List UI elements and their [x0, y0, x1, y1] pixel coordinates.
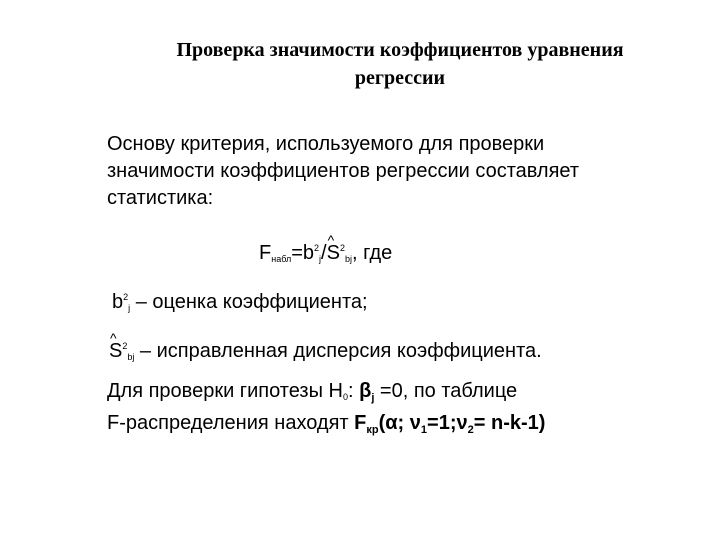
- formula-b-subscript: j: [319, 254, 322, 264]
- critical-mid: =1;ν: [427, 412, 468, 434]
- nu2-subscript: 2: [467, 424, 474, 436]
- hypothesis-text-b: =0, по таблице: [374, 380, 518, 402]
- formula-s-subscript: bj: [344, 254, 352, 264]
- hypothesis-beta-subscript: j: [371, 392, 375, 404]
- formula-b-superscript: 2: [314, 243, 320, 253]
- formula-s-hat: ^ S: [327, 241, 340, 265]
- intro-line-1: Основу критерия, используемого для проверки: [107, 133, 545, 155]
- hypothesis-line-1: [107, 379, 517, 410]
- def-b-symbol: b: [112, 291, 124, 313]
- hypothesis-beta: β: [359, 380, 372, 402]
- hypothesis-line2-text: F-распределения находят: [107, 412, 355, 434]
- hypothesis-line-2: [107, 411, 545, 442]
- critical-paren-open: (α; ν: [378, 412, 421, 434]
- f-statistic-formula: [259, 236, 392, 271]
- formula-slash: /: [321, 242, 327, 264]
- formula-f: F: [259, 242, 272, 264]
- title-line-2: регрессии: [354, 67, 446, 89]
- b-definition: [112, 285, 368, 320]
- def-b-text: – оценка коэффициента;: [130, 291, 368, 313]
- def-s-subscript: bj: [127, 352, 135, 362]
- formula-f-subscript: набл: [271, 254, 292, 264]
- def-s-text: – исправленная дисперсия коэффициента.: [134, 340, 542, 362]
- formula-s-superscript: 2: [339, 243, 345, 253]
- intro-line-2: значимости коэффициентов регрессии составляет: [107, 160, 580, 182]
- hypothesis-h-subscript: 0: [342, 392, 348, 402]
- critical-f: F: [354, 412, 367, 434]
- slide-title: [90, 36, 710, 92]
- def-s-hat-symbol: ^ S: [109, 339, 122, 363]
- s-definition: [109, 334, 542, 369]
- def-b-superscript: 2: [123, 292, 129, 302]
- def-b-subscript: j: [128, 303, 131, 313]
- def-s-superscript: 2: [122, 341, 128, 351]
- intro-line-3: статистика:: [107, 187, 214, 209]
- formula-eq-b: =b: [291, 242, 315, 264]
- critical-end: = n-k-1): [473, 412, 546, 434]
- intro-paragraph: [107, 131, 667, 212]
- nu1-subscript: 1: [420, 424, 428, 436]
- title-line-1: Проверка значимости коэффициентов уравнения: [176, 39, 624, 61]
- formula-tail: , где: [351, 242, 393, 264]
- hypothesis-colon: :: [347, 380, 360, 402]
- critical-f-subscript: кр: [366, 424, 379, 436]
- hypothesis-text-a: Для проверки гипотезы H: [107, 380, 343, 402]
